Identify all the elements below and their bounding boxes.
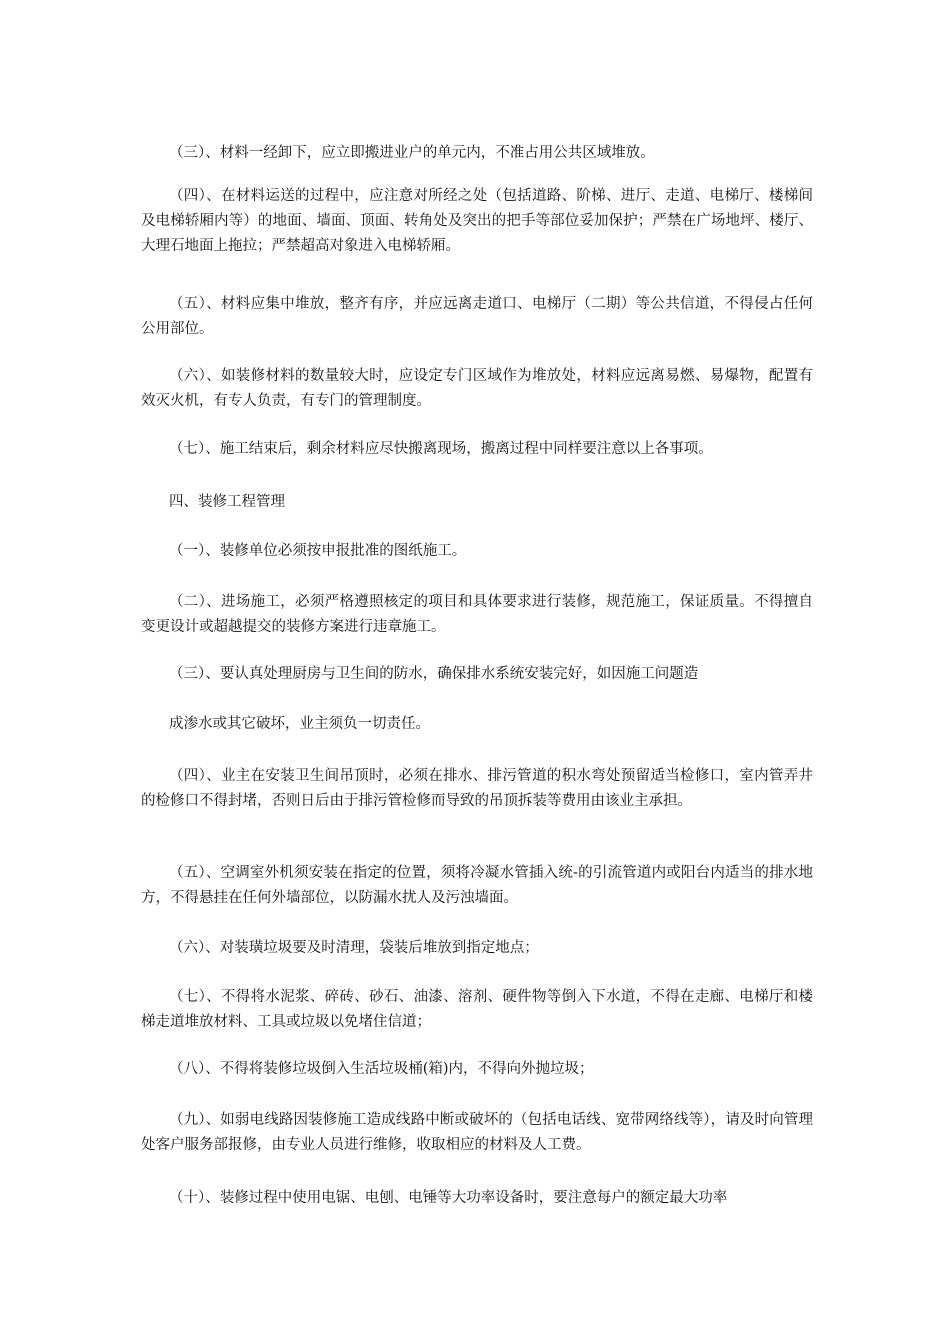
paragraph-renovation-8: （八）、不得将装修垃圾倒入生活垃圾桶(箱)内，不得向外抛垃圾； (169, 1061, 594, 1077)
paragraph-renovation-2: （二）、进场施工，必须严格遵照核定的项目和具体要求进行装修，规范施工，保证质量。不得擅自变更设计或超越提交的装修方案进行违章施工。 (141, 594, 813, 635)
paragraph-renovation-9: （九）、如弱电线路因装修施工造成线路中断或破坏的（包括电话线、宽带网络线等），请及时向管理处客户服务部报修，由专业人员进行维修，收取相应的材料及人工费。 (141, 1112, 813, 1153)
paragraph-renovation-3-continued: 成渗水或其它破坏，业主须负一切责任。 (169, 716, 430, 732)
paragraph-materials-7: （七）、施工结束后，剩余材料应尽快搬离现场，搬离过程中同样要注意以上各事项。 (169, 441, 713, 457)
paragraph-renovation-1: （一）、装修单位必须按申报批准的图纸施工。 (169, 543, 467, 559)
paragraph-materials-5: （五）、材料应集中堆放，整齐有序，并应远离走道口、电梯厅（二期）等公共信道，不得侵占任何公用部位。 (141, 296, 813, 337)
paragraph-renovation-7: （七）、不得将水泥浆、碎砖、砂石、油漆、溶剂、硬件物等倒入下水道，不得在走廊、电梯厅和楼梯走道堆放材料、工具或垃圾以免堵住信道； (141, 989, 813, 1030)
section-heading-renovation-management: 四、装修工程管理 (169, 494, 285, 510)
paragraph-renovation-5: （五）、空调室外机须安装在指定的位置，须将冷凝水管插入统-的引流管道内或阳台内适当的排水地方，不得悬挂在任何外墙部位，以防漏水扰人及污浊墙面。 (141, 865, 813, 906)
paragraph-renovation-6: （六）、对装璜垃圾要及时清理，袋装后堆放到指定地点； (169, 940, 539, 956)
paragraph-renovation-4: （四）、业主在安装卫生间吊顶时，必须在排水、排污管道的积水弯处预留适当检修口，室内管弄井的检修口不得封堵，否则日后由于排污管检修而导致的吊顶拆装等费用由该业主承担。 (141, 768, 813, 809)
paragraph-renovation-10: （十）、装修过程中使用电锯、电刨、电锤等大功率设备时，要注意每户的额定最大功率 (169, 1190, 728, 1206)
paragraph-materials-3: （三）、材料一经卸下，应立即搬进业户的单元内，不准占用公共区域堆放。 (169, 145, 655, 161)
paragraph-materials-6: （六）、如装修材料的数量较大时，应设定专门区域作为堆放处，材料应远离易燃、易爆物，配置有效灭火机，有专人负责，有专门的管理制度。 (141, 368, 813, 409)
paragraph-materials-4: （四）、在材料运送的过程中，应注意对所经之处（包括道路、阶梯、进厅、走道、电梯厅、楼梯间及电梯轿厢内等）的地面、墙面、顶面、转角处及突出的把手等部位妥加保护；严禁在广场地坪、楼厅、大理石地面上拖拉；严禁超高对象进入电梯轿厢。 (141, 188, 813, 254)
paragraph-renovation-3: （三）、要认真处理厨房与卫生间的防水，确保排水系统安装完好，如因施工问题造 (169, 666, 699, 682)
